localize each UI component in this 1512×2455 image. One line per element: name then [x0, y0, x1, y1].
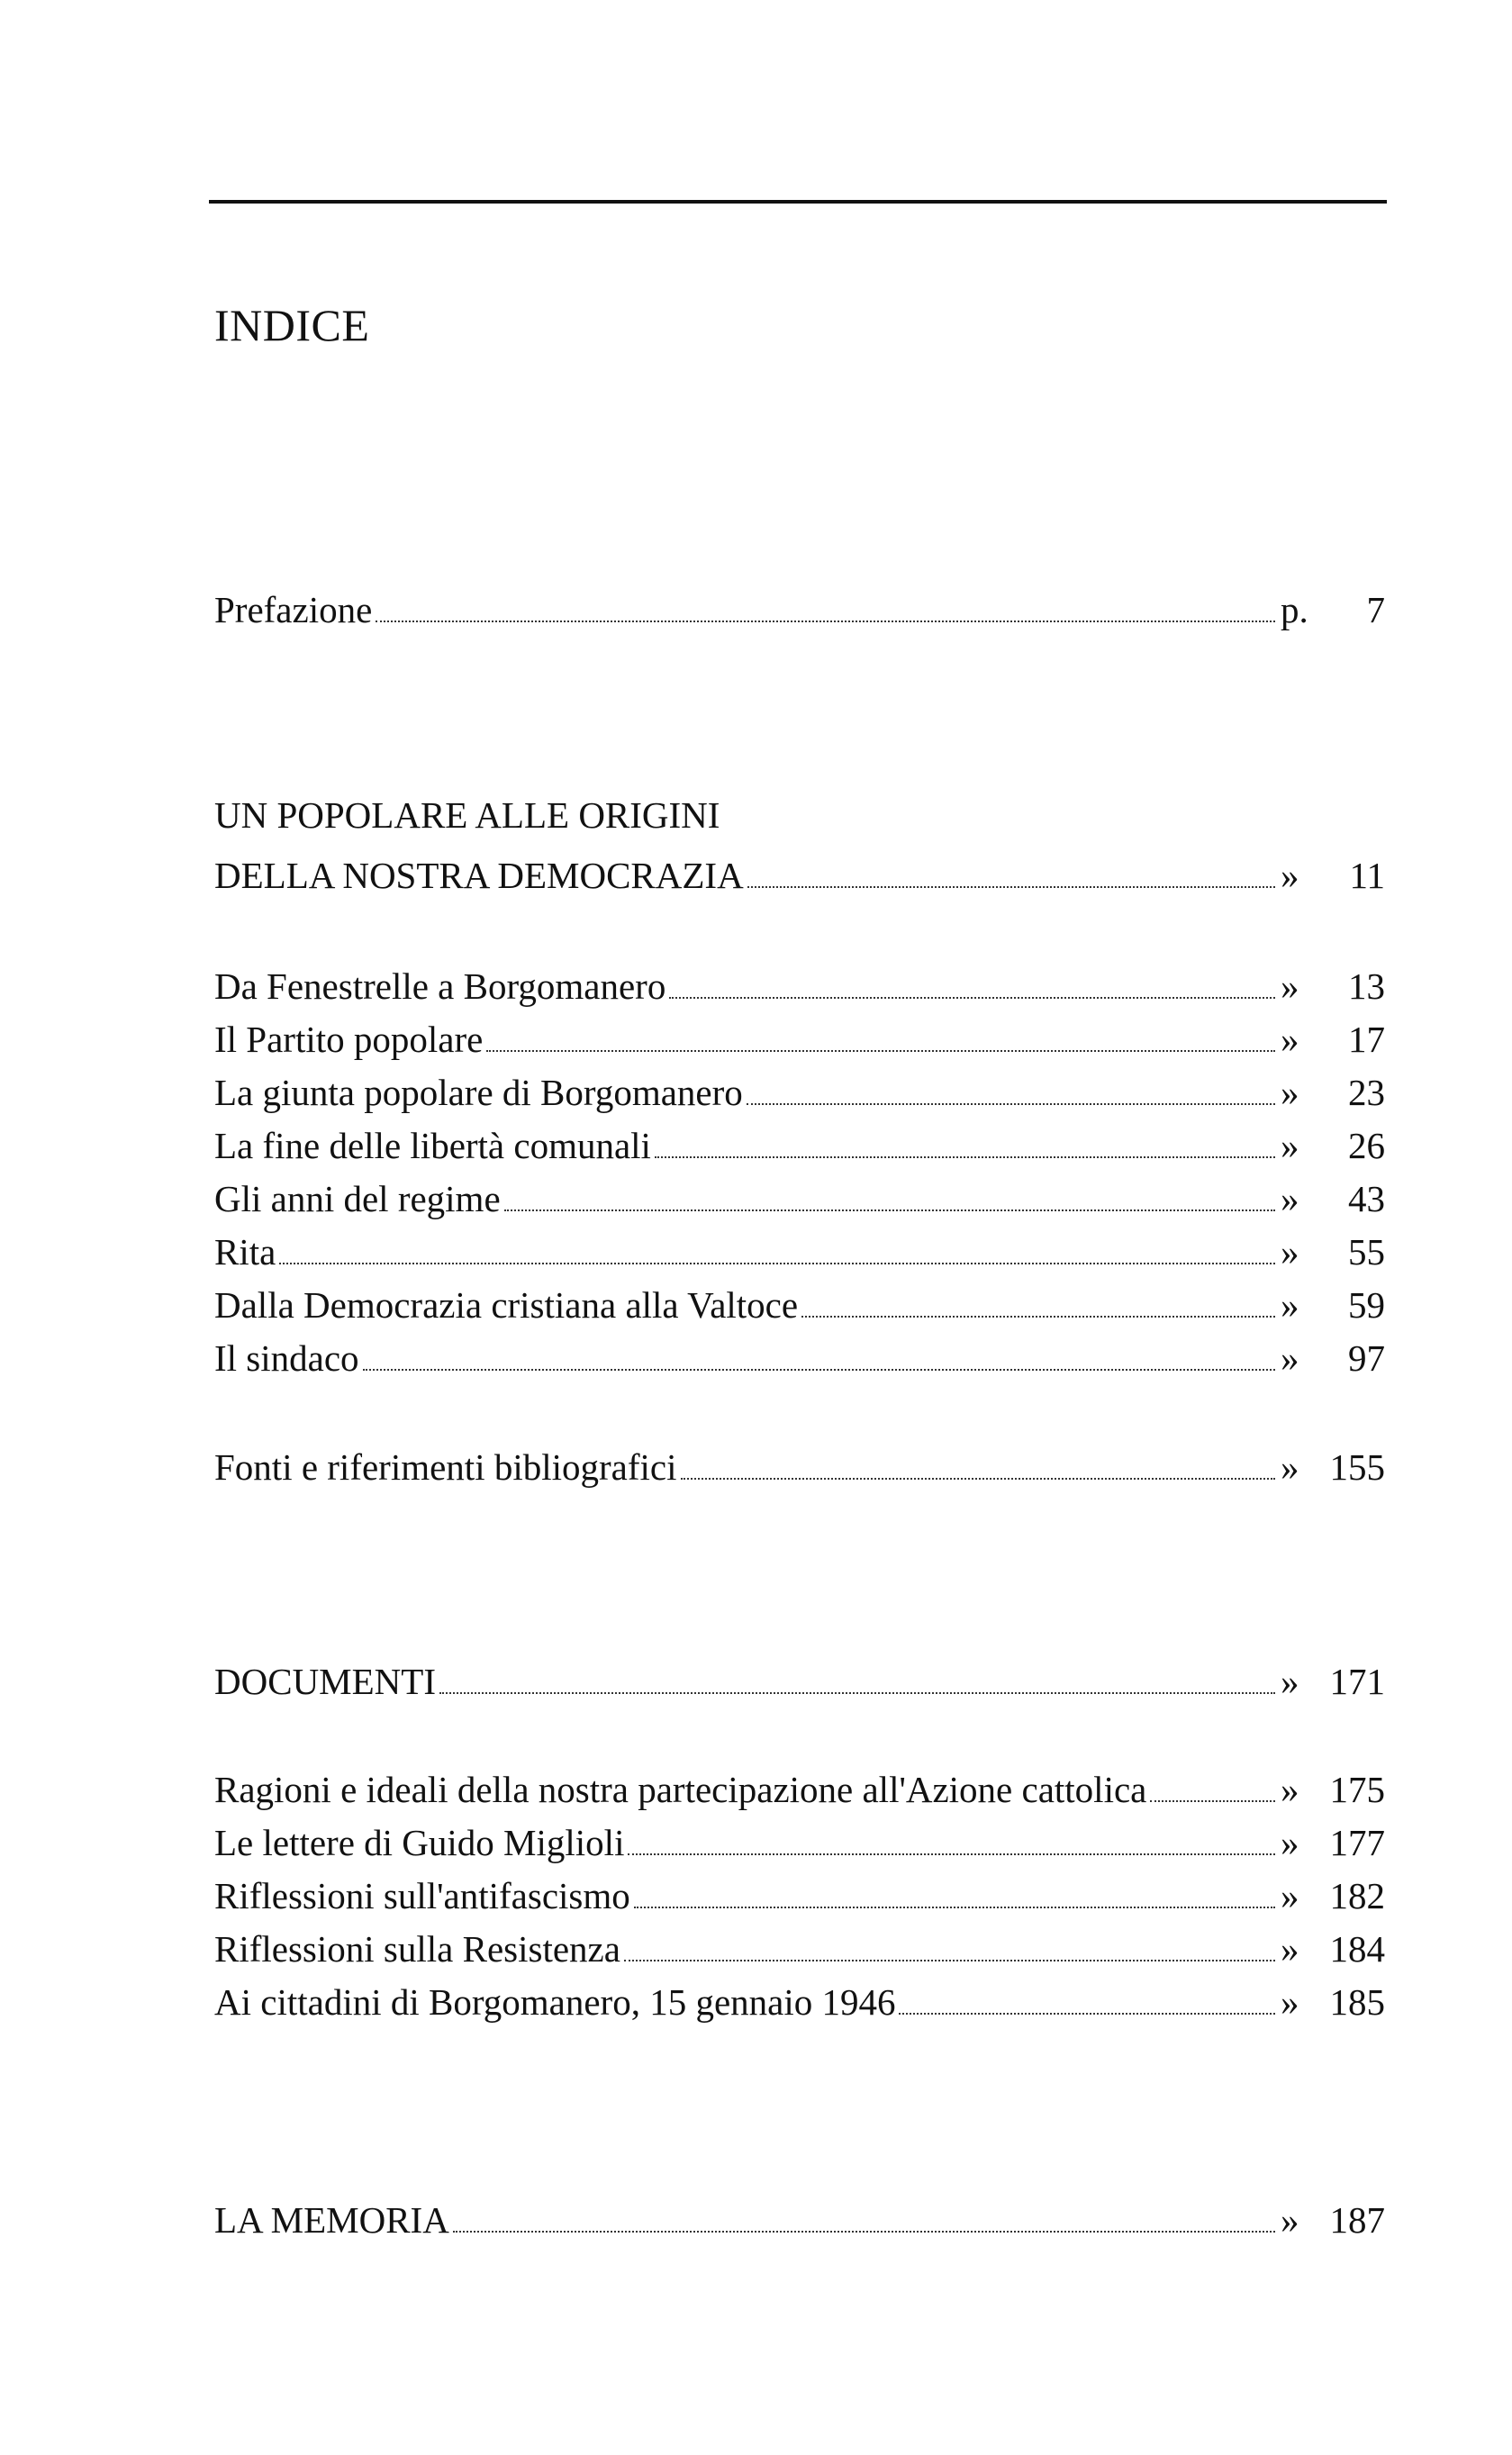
toc-page-number: 182: [1329, 1875, 1385, 1916]
toc-ref: p.: [1281, 589, 1308, 630]
toc-ref: »: [1281, 855, 1299, 896]
toc-ref: »: [1281, 1769, 1299, 1810]
dot-leader: [504, 1209, 1275, 1211]
toc-label: Prefazione: [214, 589, 373, 630]
toc-page-number: 7: [1366, 589, 1385, 630]
toc-label: Da Fenestrelle a Borgomanero: [214, 965, 666, 1007]
toc-label: LA MEMORIA: [214, 2199, 449, 2241]
toc-page-number: 97: [1348, 1337, 1385, 1379]
toc-label: Il Partito popolare: [214, 1019, 484, 1060]
dot-leader: [453, 2231, 1275, 2233]
toc-ref: »: [1281, 1231, 1299, 1273]
toc-label: La giunta popolare di Borgomanero: [214, 1072, 743, 1113]
toc-label: La fine delle libertà comunali: [214, 1125, 651, 1166]
toc-entry-chapter[interactable]: [214, 1165, 1385, 1218]
dot-leader: [1150, 1800, 1275, 1802]
toc-page-number: 17: [1348, 1019, 1385, 1060]
dot-leader: [634, 1907, 1275, 1908]
dot-leader: [681, 1478, 1275, 1480]
toc-page-number: 177: [1329, 1822, 1385, 1863]
dot-leader: [899, 2013, 1275, 2015]
toc-page-number: 59: [1348, 1284, 1385, 1326]
toc-entry-documenti[interactable]: [214, 1648, 1385, 1700]
toc-ref: »: [1281, 1981, 1299, 2023]
toc-page-number: 155: [1329, 1446, 1385, 1488]
toc-entry-part1[interactable]: [214, 842, 1385, 894]
toc-label: Fonti e riferimenti bibliografici: [214, 1446, 677, 1488]
toc-label: Le lettere di Guido Miglioli: [214, 1822, 625, 1863]
toc-label: Gli anni del regime: [214, 1178, 501, 1219]
toc-entry-prefazione[interactable]: [214, 576, 1385, 629]
dot-leader: [655, 1156, 1275, 1158]
toc-entry-fonti[interactable]: [214, 1434, 1385, 1486]
toc-ref: »: [1281, 1337, 1299, 1379]
toc-label: Il sindaco: [214, 1337, 359, 1379]
toc-ref: »: [1281, 2199, 1299, 2241]
toc-page-number: 43: [1348, 1178, 1385, 1219]
toc-entry-chapter[interactable]: [214, 1059, 1385, 1111]
page-title: INDICE: [214, 300, 370, 350]
toc-entry-document[interactable]: [214, 1916, 1385, 1968]
dot-leader: [486, 1050, 1275, 1052]
dot-leader: [439, 1692, 1275, 1694]
toc-ref: »: [1281, 1072, 1299, 1113]
toc-label: Riflessioni sull'antifascismo: [214, 1875, 630, 1916]
toc-entry-document[interactable]: [214, 1969, 1385, 2021]
toc-page-number: 185: [1329, 1981, 1385, 2023]
toc-page-number: 184: [1329, 1928, 1385, 1970]
toc-ref: »: [1281, 965, 1299, 1007]
toc-page-number: 187: [1329, 2199, 1385, 2241]
dot-leader: [376, 621, 1275, 622]
toc-page-number: 175: [1329, 1769, 1385, 1810]
toc-page-number: 55: [1348, 1231, 1385, 1273]
toc-ref: »: [1281, 1822, 1299, 1863]
toc-label: Ai cittadini di Borgomanero, 15 gennaio 1946: [214, 1981, 896, 2023]
toc-entry-document[interactable]: [214, 1862, 1385, 1915]
toc-entry-chapter[interactable]: [214, 1272, 1385, 1324]
toc-page-number: 13: [1348, 965, 1385, 1007]
toc-ref: »: [1281, 1446, 1299, 1488]
toc-page-number: 26: [1348, 1125, 1385, 1166]
toc-label: DELLA NOSTRA DEMOCRAZIA: [214, 855, 744, 896]
toc-page-number: 11: [1349, 855, 1385, 896]
dot-leader: [363, 1369, 1275, 1371]
toc-entry-chapter[interactable]: [214, 1112, 1385, 1164]
dot-leader: [628, 1853, 1275, 1855]
toc-ref: »: [1281, 1875, 1299, 1916]
section-heading-part1: UN POPOLARE ALLE ORIGINI: [214, 794, 720, 836]
toc-entry-memoria[interactable]: [214, 2187, 1385, 2239]
toc-label: Riflessioni sulla Resistenza: [214, 1928, 620, 1970]
toc-ref: »: [1281, 1284, 1299, 1326]
toc-label: DOCUMENTI: [214, 1661, 436, 1702]
dot-leader: [669, 997, 1275, 999]
toc-ref: »: [1281, 1019, 1299, 1060]
toc-label: Rita: [214, 1231, 276, 1273]
dot-leader: [747, 1103, 1275, 1105]
top-rule: [209, 200, 1387, 204]
toc-page-number: 171: [1329, 1661, 1385, 1702]
toc-page-number: 23: [1348, 1072, 1385, 1113]
toc-entry-document[interactable]: [214, 1756, 1385, 1808]
toc-label: Dalla Democrazia cristiana alla Valtoce: [214, 1284, 799, 1326]
dot-leader: [279, 1263, 1275, 1264]
toc-entry-chapter[interactable]: [214, 1006, 1385, 1058]
toc-ref: »: [1281, 1125, 1299, 1166]
toc-ref: »: [1281, 1661, 1299, 1702]
toc-ref: »: [1281, 1178, 1299, 1219]
toc-entry-chapter[interactable]: [214, 953, 1385, 1005]
toc-entry-chapter[interactable]: [214, 1218, 1385, 1271]
toc-entry-chapter[interactable]: [214, 1325, 1385, 1377]
toc-entry-document[interactable]: [214, 1809, 1385, 1862]
toc-ref: »: [1281, 1928, 1299, 1970]
dot-leader: [624, 1960, 1275, 1961]
toc-label: Ragioni e ideali della nostra partecipazione all'Azione cattolica: [214, 1769, 1147, 1810]
dot-leader: [801, 1316, 1275, 1318]
dot-leader: [747, 886, 1275, 888]
